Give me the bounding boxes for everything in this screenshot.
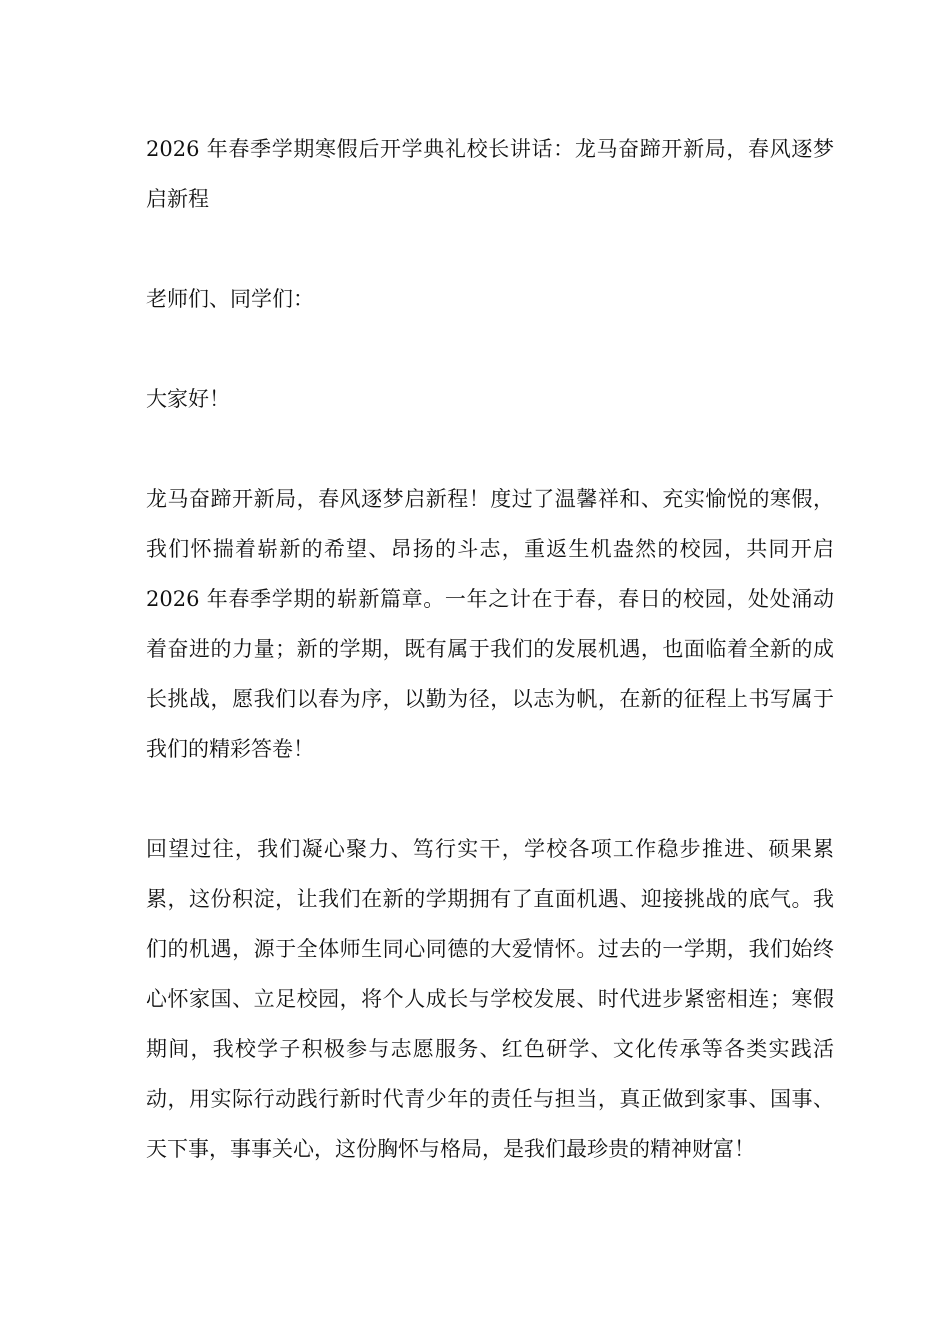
document-title: 2026 年春季学期寒假后开学典礼校长讲话：龙马奋蹄开新局，春风逐梦启新程: [146, 137, 834, 211]
paragraph-2: 回望过往，我们凝心聚力、笃行实干，学校各项工作稳步推进、硕果累累，这份积淀，让我们在新的学期拥有了直面机遇、迎接挑战的底气。我们的机遇，源于全体师生同心同德的大爱情怀。过去的一学期，我们始终心怀家国、立足校园，将个人成长与学校发展、时代进步紧密相连；寒假期间，我校学子积极参与志愿服务、红色研学、文化传承等各类实践活动，用实际行动践行新时代青少年的责任与担当，真正做到家事、国事、天下事，事事关心，这份胸怀与格局，是我们最珍贵的精神财富！: [146, 837, 834, 1161]
greeting: 大家好！: [146, 387, 230, 411]
salutation: 老师们、同学们：: [146, 287, 314, 311]
document-body: [146, 124, 834, 1174]
paragraph-1: 龙马奋蹄开新局，春风逐梦启新程！度过了温馨祥和、充实愉悦的寒假，我们怀揣着崭新的希望、昂扬的斗志，重返生机盎然的校园，共同开启 2026 年春季学期的崭新篇章。一年之计在于春，春日的校园，处处涌动着奋进的力量；新的学期，既有属于我们的发展机遇，也面临着全新的成长挑战，愿我们以春为序，以勤为径，以志为帆，在新的征程上书写属于我们的精彩答卷！: [146, 487, 834, 761]
